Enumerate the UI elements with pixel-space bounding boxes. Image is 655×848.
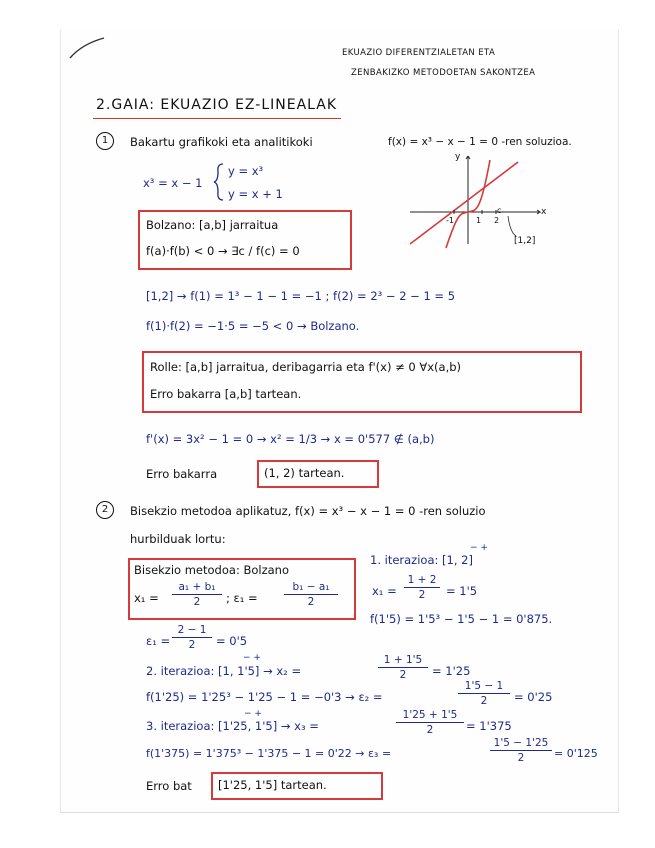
exercise-1-prompt: Bakartu grafikoki eta analitikoki [130, 135, 313, 149]
system-lhs: x³ = x − 1 [143, 176, 203, 190]
conclusion-2-interval: [1'25, 1'5] tartean. [218, 778, 327, 792]
epsilon-1-lhs: ε₁ = [146, 634, 171, 648]
evaluation-line-1: [1,2] → f(1) = 1³ − 1 − 1 = −1 ; f(2) = 2³ − 2 − 1 = 5 [146, 289, 456, 303]
it2-denominator: 2 [399, 669, 407, 681]
graph-y-label: y [455, 152, 461, 162]
eps3-denominator: 2 [517, 752, 525, 764]
x1-numerator: a₁ + b₁ [178, 581, 216, 593]
system-eq-1: y = x³ [228, 164, 264, 178]
system-brace [213, 162, 225, 202]
it2-numerator: 1 + 1'5 [383, 654, 423, 666]
epsilon-3-fraction [490, 737, 552, 764]
it1-numerator: 1 + 2 [407, 574, 437, 586]
e1-numerator: b₁ − a₁ [292, 581, 330, 593]
title-underline [93, 118, 341, 119]
exercise-1-function: f(x) = x³ − x − 1 = 0 -ren soluzioa. [388, 136, 572, 148]
system-eq-2: y = x + 1 [228, 187, 283, 201]
iteration-1-title: 1. iterazioa: [1, 2] [370, 553, 473, 567]
rolle-line-1: Rolle: [a,b] jarraitua, deribagarria eta f'(x) ≠ 0 ∀x(a,b) [150, 360, 462, 374]
bisection-x1-fraction [172, 581, 222, 608]
graph-tick-minus1: -1 [446, 216, 454, 225]
iteration-3-fraction [396, 709, 464, 736]
eps2-numerator: 1'5 − 1 [464, 680, 504, 692]
course-header-line-1: EKUAZIO DIFERENTZIALETAN ETA [342, 48, 496, 58]
pen-stroke-decoration [68, 34, 108, 60]
epsilon-1-value: = 0'5 [216, 634, 248, 648]
eps1-numerator: 2 − 1 [177, 624, 207, 636]
it1-denominator: 2 [418, 589, 426, 601]
graph-x-label: x [541, 207, 547, 217]
graph-tick-1: 1 [476, 216, 482, 225]
bisection-title: Bisekzio metodoa: Bolzano [134, 563, 289, 577]
iteration-3-signs: − + [244, 709, 262, 719]
eps1-denominator: 2 [188, 639, 196, 651]
iteration-2-value: = 1'25 [432, 664, 471, 678]
iteration-1-x-fraction [404, 574, 440, 601]
conclusion-1-interval: (1, 2) tartean. [264, 466, 345, 480]
exercise-2-line-2: hurbilduak lortu: [130, 532, 226, 546]
iteration-1-signs: − + [470, 543, 488, 553]
eps3-numerator: 1'5 − 1'25 [493, 737, 549, 749]
iteration-2-signs: − + [243, 653, 261, 663]
line-curve [410, 162, 518, 244]
iteration-1-x-value: = 1'5 [446, 584, 478, 598]
epsilon-2-fraction [458, 680, 510, 707]
bisection-x1-lhs: x₁ = [134, 591, 159, 605]
derivative-line: f'(x) = 3x² − 1 = 0 → x² = 1/3 → x = 0'577 ∉ (a,b) [146, 432, 435, 446]
e1-denominator: 2 [307, 596, 315, 608]
conclusion-1-text: Erro bakarra [146, 467, 218, 481]
iteration-3-value: = 1'375 [466, 719, 512, 733]
exercise-1-number: 1 [96, 132, 114, 150]
graph-root-c: c [497, 206, 502, 215]
iteration-2-line: 2. iterazioa: [1, 1'5] → x₂ = [146, 664, 302, 678]
eps2-denominator: 2 [480, 695, 488, 707]
evaluation-line-2: f(1)·f(2) = −1·5 = −5 < 0 → Bolzano. [146, 319, 360, 333]
epsilon-3-value: = 0'125 [554, 747, 598, 760]
x1-denominator: 2 [193, 596, 201, 608]
iteration-3-line: 3. iterazioa: [1'25, 1'5] → x₃ = [146, 719, 319, 733]
course-header-line-2: ZENBAKIZKO METODOETAN SAKONTZEA [351, 68, 536, 78]
it3-denominator: 2 [426, 724, 434, 736]
bolzano-line-2: f(a)·f(b) < 0 → ∃c / f(c) = 0 [146, 244, 300, 258]
exercise-2-line-1: Bisekzio metodoa aplikatuz, f(x) = x³ − x − 1 = 0 -ren soluzio [130, 504, 486, 518]
f-1-375-line: f(1'375) = 1'375³ − 1'375 − 1 = 0'22 → ε₃ = [146, 747, 392, 760]
rolle-line-2: Erro bakarra [a,b] tartean. [150, 387, 302, 401]
bisection-e1-lhs: ; ε₁ = [226, 591, 258, 605]
iteration-1-f-value: f(1'5) = 1'5³ − 1'5 − 1 = 0'875. [370, 612, 553, 626]
iteration-1-x-lhs: x₁ = [372, 584, 397, 598]
f-1-25-line: f(1'25) = 1'25³ − 1'25 − 1 = −0'3 → ε₂ = [146, 690, 383, 704]
exercise-2-number: 2 [96, 501, 114, 519]
epsilon-2-value: = 0'25 [514, 690, 553, 704]
bolzano-line-1: Bolzano: [a,b] jarraitua [146, 218, 279, 232]
graph-tick-2: 2 [494, 216, 500, 225]
page-title: 2.GAIA: EKUAZIO EZ-LINEALAK [96, 97, 338, 113]
graph-interval: [1,2] [514, 236, 536, 246]
conclusion-2-text: Erro bat [146, 779, 192, 793]
it3-numerator: 1'25 + 1'5 [402, 709, 458, 721]
bisection-e1-fraction [284, 581, 338, 608]
iteration-2-fraction [378, 654, 428, 681]
epsilon-1-fraction [172, 624, 212, 651]
